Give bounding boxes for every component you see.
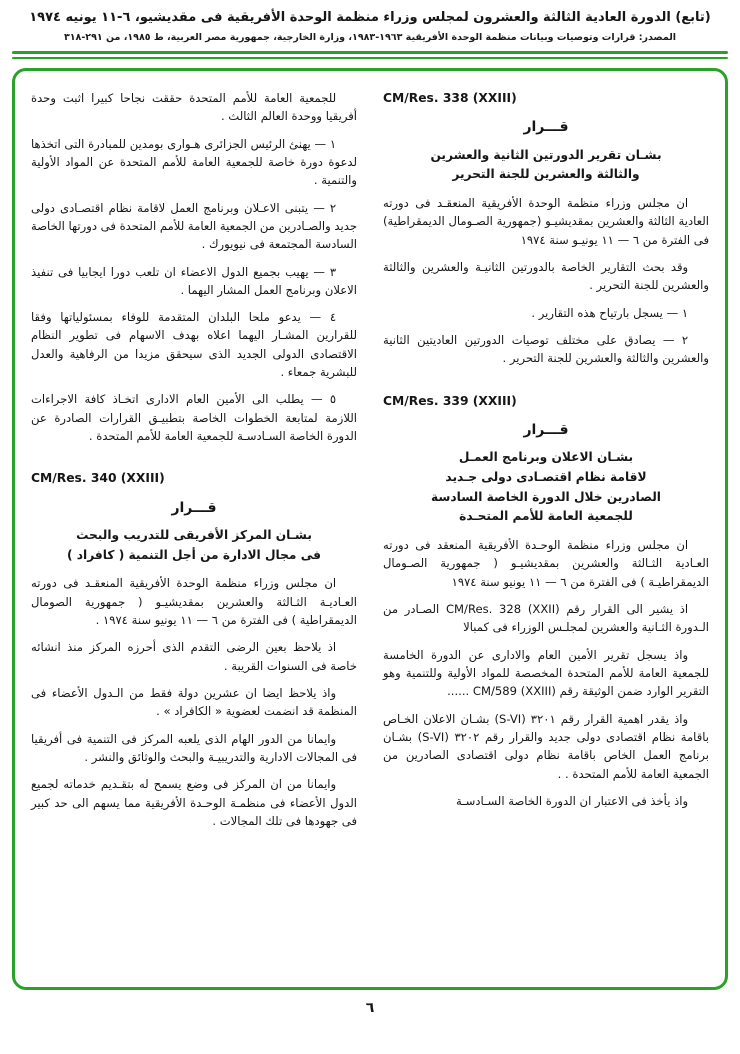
resolution-339-title: قـــرار xyxy=(523,421,569,438)
resolution-339-subtitle-line: لاقامة نظام اقتصـادى دولى جـديد xyxy=(445,469,647,484)
two-column-layout xyxy=(31,87,709,975)
paragraph: اذ يلاحظ بعين الرضى التقدم الذى أحرزه المركز منذ انشائه خاصة فى السنوات القريبة . xyxy=(31,640,357,673)
resolution-340-subtitle-line: فى مجال الادارة من أجل التنمية ( كافراد ) xyxy=(66,547,322,562)
resolution-ref-cm-res-340: CM/Res. 340 (XXIII) xyxy=(31,471,165,486)
resolution-338-subtitle-line: بشـان تقرير الدورتين الثانية والعشرين xyxy=(430,147,662,162)
resolution-ref-cm-res-339: CM/Res. 339 (XXIII) xyxy=(383,393,517,408)
numbered-clause: ٢ — يتبنى الاعـلان وبرنامج العمل لاقامة نظام اقتصـادى دولى جديد والصـادرين من الجمعية العامة للأمم المتحدة فى دورتها الخاصة السادسة المجتمعة فى نيويورك . xyxy=(31,200,357,252)
paragraph: واذ يقدر اهمية القرار رقم ٣٢٠١ (S-VI) بشـان الاعلان الخـاص باقامة نظام اقتصادى دولى جديد والقرار رقم ٣٢٠٢ (S-VI) بشـان برنامج العمل الخاص باقامة نظام دولى اقتصادى الصادرين من الجمعية العامة للأمم المتحدة . . xyxy=(383,711,710,781)
numbered-clause: ١ — يسجل بارتياح هذه التقارير . xyxy=(531,305,689,320)
paragraph: ان مجلس وزراء منظمة الوحدة الأفريقية المنعقـد فى دورته العادية الثالثة والعشرين بمقديشيـو (جمهورية الصـومال الديمقراطية) فى الفترة من ٦ — ١١ يونيـو سنة ١٩٧٤ xyxy=(383,196,709,247)
paragraph: وايمانا من الدور الهام الذى يلعبه المركز فى التنمية فى أفريقيا فى المجالات الادارية والتدريبيـة والبحث والوثائق والنشر . xyxy=(31,731,357,764)
numbered-clause: ٢ — يصادق على مختلف توصيات الدورتين العاديتين الثانية والعشرين والثالثة والعشرين للجنة التحرير . xyxy=(383,332,709,366)
resolution-339-subtitle-line: للجمعية العامة للأمم المتحـدة xyxy=(459,509,633,524)
session-title-line: (تابع) الدورة العادية الثالثة والعشرون لمجلس وزراء منظمة الوحدة الأفريقية فى مقديشيو، ٦-١١ يونيه ١٩٧٤ xyxy=(29,10,711,25)
right-column xyxy=(383,87,709,975)
document-header xyxy=(0,0,740,43)
page-number: ٦ xyxy=(365,1000,375,1016)
paragraph: واذ يسجل تقرير الأمين العام والادارى عن الدورة الخامسة للجمعية العامة للأمم المتحدة المخصصة للمواد الأولية وللتنمية وهو التقرير الوارد ضمن الوثيقة رقم CM/589 (XXIII) ...... xyxy=(383,647,709,699)
numbered-clause: ٥ — يطلب الى الأمين العام الادارى اتخـاذ كافة الاجراءات اللازمة لمتابعة الخطوات الخاصة بتطبيـق القرارات الصادرة عن الدورة الخاصة السـادسـة للجمعية العامة للأمم المتحدة . xyxy=(31,392,357,443)
resolution-339-subtitle-line: الصادرين خلال الدورة الخاصة السادسة xyxy=(431,489,661,504)
numbered-clause: ٣ — يهيب بجميع الدول الاعضاء ان تلعب دورا ايجابيا فى تنفيذ الاعلان وبرنامج العمل المشار اليهما . xyxy=(31,264,357,297)
continuation-paragraph: للجمعية العامة للأمم المتحدة حققت نجاحا كبيرا اثبت وحدة أفريقيا ووحدة العالم الثالث . xyxy=(31,91,357,124)
green-bordered-content-box xyxy=(12,68,728,990)
resolution-338-subtitle-line: والثالثة والعشرين للجنة التحرير xyxy=(452,167,640,182)
numbered-clause: ١ — يهنئ الرئيس الجزائرى هـوارى بومدين للمبادرة التى اتخذها لدعوة دورة خاصة للجمعية العامة للأمم المتحدة عن المواد الأولية والتنمية . xyxy=(31,136,357,188)
resolution-340-title: قـــرار xyxy=(171,499,217,516)
resolution-340-subtitle-line: بشـان المركز الأفريقى للتدريب والبحث xyxy=(76,527,312,542)
resolution-338-title: قـــرار xyxy=(523,119,569,136)
source-citation-line: المصدر: قرارات وتوصيات وبيانات منظمة الوحدة الأفريقية ١٩٦٣-١٩٨٣، وزارة الخارجية، جمهورية مصر العربية، ط ١٩٨٥، من ٢٩١-٣١٨ xyxy=(63,32,677,43)
paragraph: اذ يشير الى القرار رقم CM/Res. 328 (XXII) الصـادر من الـدورة الثـانية والعشرين لمجلـس الوزراء فى كمبالا xyxy=(383,602,709,635)
page-footer xyxy=(0,1000,740,1016)
divider-thin-line xyxy=(12,57,728,59)
resolution-339-subtitle-line: بشـان الاعلان وبرنامج العمـل xyxy=(458,450,634,465)
numbered-clause: ٤ — يدعو ملحا البلدان المتقدمة للوفاء بمسئولياتها وفقا للقرارين المشـار اليهما اعلاه بهدف الاسهام فى تطوير النظام الاقتصادى الدولى الجديد الذى سيحقق مزيدا من الرفاهية والعدل للبشرية جمعاء . xyxy=(31,310,357,380)
resolution-ref-cm-res-338: CM/Res. 338 (XXIII) xyxy=(383,91,517,105)
header-divider xyxy=(12,51,728,59)
paragraph: وايمانا من ان المركز فى وضع يسمح له بتقـديم خدماته لجميع الدول الأعضاء فى منظمـة الوحـدة الأفريقية مما يسهم الى حد كبير فى جهودها فى تلك المجالات . xyxy=(31,777,357,828)
paragraph: واذ يأخذ فى الاعتبار ان الدورة الخاصة السـادسـة xyxy=(456,793,689,808)
paragraph: ان مجلس وزراء منظمة الوحدة الأفريقية المنعقـد فى دورته العـاديـة الثـالثة والعشرين بمقديشيـو ( جمهورية الصومال الديمقراطية ) فى الفترة من ٦ — ١١ يونيو سنة ١٩٧٤ . xyxy=(31,576,357,627)
paragraph: واذ يلاحظ ايضا ان عشرين دولة فقط من الـدول الأعضاء فى المنظمة قد انضمت لعضوية « الكافراد » . xyxy=(31,685,357,719)
divider-thick-line xyxy=(12,51,728,54)
paragraph: ان مجلس وزراء منظمة الوحـدة الأفريقية المنعقد فى دورته العـادية الثـالثة والعشرين بمقديشيـو ( جمهورية الصـومال الديمقراطيـة ) فى الفترة من ٦ — ١١ يونيو سنة ١٩٧٤ xyxy=(383,538,709,589)
left-column xyxy=(31,87,357,975)
paragraph: وقد بحث التقارير الخاصة بالدورتين الثانيـة والعشرين والثالثة والعشرين للجنة التحرير . xyxy=(383,260,709,293)
